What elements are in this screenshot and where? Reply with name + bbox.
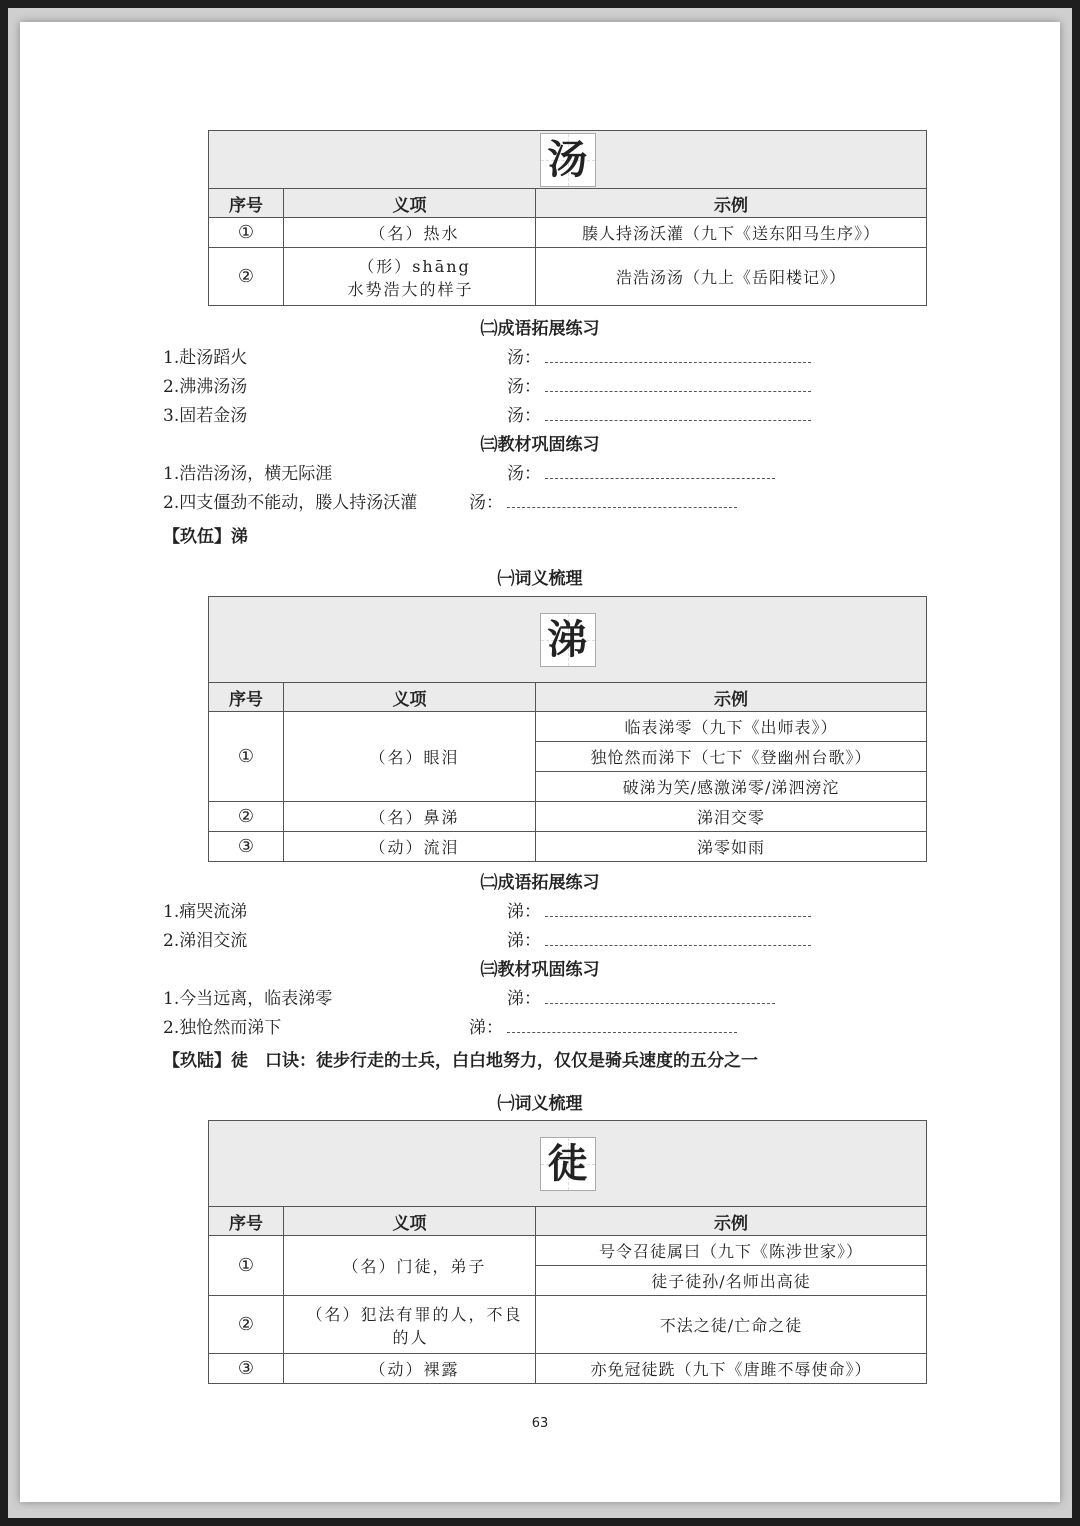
char-header [209, 597, 927, 683]
table-tu: 徒 序号 义项 示例 ① （名）门徒，弟子 号令召徒属曰（九下《陈涉世家》） 徒子徒孙/名师出高徒 ② （名）犯法有罪的人，不良 的人 不法之徒/亡命之徒 ③ （动）裸露 亦免冠徒跣（九下《唐雎不辱使命》） [208, 1120, 927, 1384]
table-row: ① （名）门徒，弟子 号令召徒属曰（九下《陈涉世家》） [209, 1236, 927, 1266]
col-header-ex: 示例 [536, 189, 927, 218]
list-item: 2.四支僵劲不能动，媵人持汤沃灌 [163, 493, 418, 513]
col-header-def: 义项 [284, 1207, 536, 1236]
answer-blank[interactable]: 汤： [507, 459, 775, 484]
list-item: 2.独怆然而涕下 [163, 1018, 282, 1038]
table-ti: 涕 序号 义项 示例 ① （名）眼泪 临表涕零（九下《出师表》） 独怆然而涕下（七下《登幽州台歌》） 破涕为笑/感激涕零/涕泗滂沱 ② （名）鼻涕 涕泪交零 ③ （动）流泪 涕零如雨 [208, 596, 927, 862]
section-title: ㈢教材巩固练习 [480, 960, 600, 980]
entry-heading: 【玖伍】涕 [163, 527, 248, 547]
answer-blank[interactable]: 汤： [507, 372, 811, 397]
answer-blank[interactable]: 涕： [507, 897, 811, 922]
col-header-def: 义项 [284, 189, 536, 218]
answer-blank[interactable]: 汤： [507, 343, 811, 368]
table-tang [208, 130, 927, 306]
page-number: 63 [531, 1416, 549, 1431]
section-title: ㈢教材巩固练习 [480, 435, 600, 455]
answer-blank[interactable]: 涕： [507, 984, 775, 1009]
list-item: 2.沸沸汤汤 [163, 377, 248, 397]
list-item: 1.痛哭流涕 [163, 902, 248, 922]
section-title: ㈡成语拓展练习 [480, 319, 600, 339]
col-header-ex: 示例 [536, 1207, 927, 1236]
char-box: 汤 [540, 133, 596, 187]
answer-blank[interactable]: 涕： [507, 926, 811, 951]
list-item: 3.固若金汤 [163, 406, 248, 426]
entry-heading: 【玖陆】徒 口诀：徒步行走的士兵，白白地努力，仅仅是骑兵速度的五分之一 [163, 1051, 758, 1071]
section-title: ㈠词义梳理 [497, 1094, 583, 1114]
list-item: 2.涕泪交流 [163, 931, 248, 951]
col-header-num: 序号 [209, 1207, 284, 1236]
col-header-num: 序号 [209, 189, 284, 218]
list-item: 1.赴汤蹈火 [163, 348, 248, 368]
table-row: ③ （动）裸露 亦免冠徒跣（九下《唐雎不辱使命》） [209, 1354, 927, 1384]
list-item: 1.浩浩汤汤，横无际涯 [163, 464, 333, 484]
char-header [209, 131, 927, 189]
list-item: 1.今当远离，临表涕零 [163, 989, 333, 1009]
table-row: ② （形）shāng 水势浩大的样子 浩浩汤汤（九上《岳阳楼记》） [209, 248, 927, 306]
col-header-def: 义项 [284, 683, 536, 712]
answer-blank[interactable]: 涕： [469, 1013, 737, 1038]
table-row: ① （名）热水 腠人持汤沃灌（九下《送东阳马生序》） [209, 218, 927, 248]
col-header-num: 序号 [209, 683, 284, 712]
col-header-ex: 示例 [536, 683, 927, 712]
section-title: ㈡成语拓展练习 [480, 873, 600, 893]
answer-blank[interactable]: 汤： [507, 401, 811, 426]
char-header [209, 1121, 927, 1207]
answer-blank[interactable]: 汤： [469, 488, 737, 513]
char-box: 徒 [540, 1137, 596, 1191]
table-row: ② （名）犯法有罪的人，不良 的人 不法之徒/亡命之徒 [209, 1296, 927, 1354]
char-box: 涕 [540, 613, 596, 667]
table-row: ① （名）眼泪 临表涕零（九下《出师表》） [209, 712, 927, 742]
table-row: ② （名）鼻涕 涕泪交零 [209, 802, 927, 832]
section-title: ㈠词义梳理 [497, 569, 583, 589]
table-row: ③ （动）流泪 涕零如雨 [209, 832, 927, 862]
